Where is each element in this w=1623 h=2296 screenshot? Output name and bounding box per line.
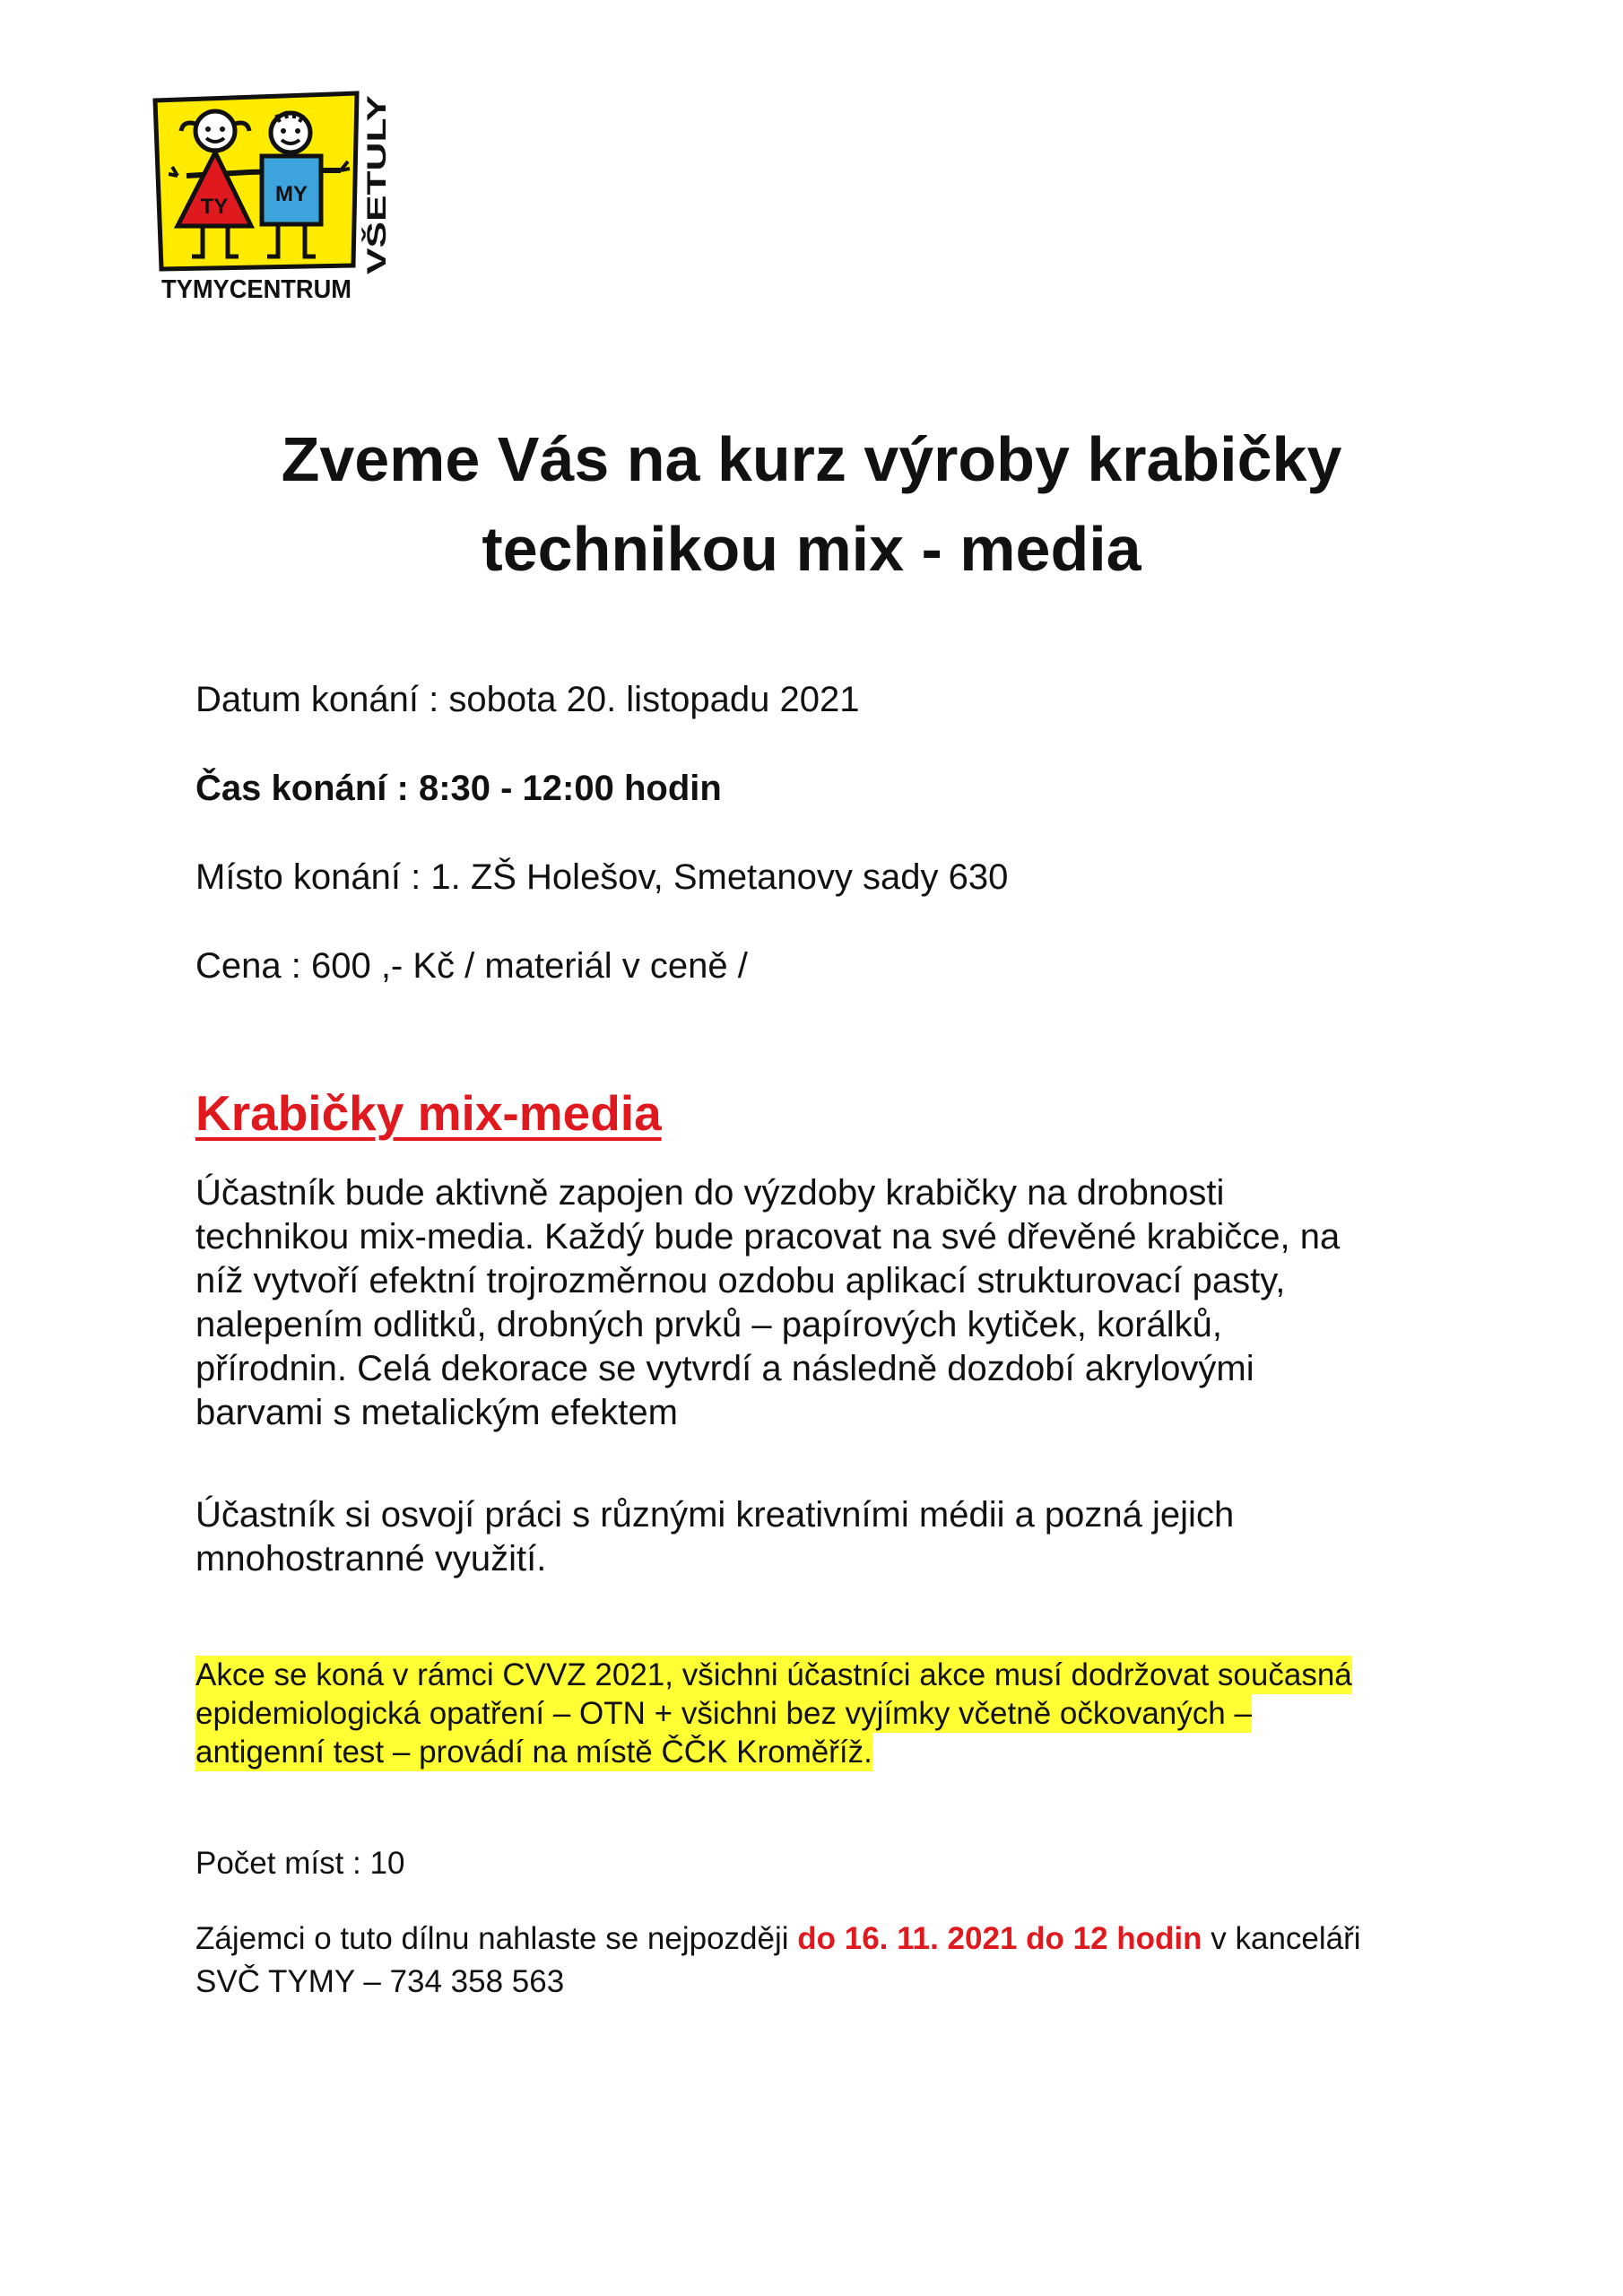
capacity: Počet míst : 10 [195,1846,405,1881]
logo-side-text: VŠETULY [362,152,392,274]
tymycentrum-logo [151,90,393,314]
logo-graphic [151,90,393,314]
logo-girl-head [195,111,235,151]
registration-suffix: v kanceláři [1202,1921,1361,1956]
title-line-2: technikou mix - media [482,514,1141,584]
registration-prefix: Zájemci o tuto dílnu nahlaste se nejpozději [195,1921,798,1956]
page-title [0,414,1623,594]
description-paragraph-1 [195,1171,1487,1435]
registration-deadline: do 16. 11. 2021 do 12 hodin [797,1921,1202,1956]
event-time: Čas konání : 8:30 - 12:00 hodin [195,769,722,808]
notice-line: epidemiologická opatření – OTN + všichni bez vyjímky včetně očkovaných – [195,1696,1252,1731]
paragraph-2-line: Účastník si osvojí práci s různými kreativními médii a pozná jejich [195,1495,1235,1535]
event-date: Datum konání : sobota 20. listopadu 2021 [195,680,860,719]
paragraph-2-line: mnohostranné využití. [195,1539,547,1578]
registration-contact: SVČ TYMY – 734 358 563 [195,1964,565,1999]
logo-yellow-background [155,93,357,269]
notice-line: antigenní test – provádí na místě ČČK Kroměříž. [195,1735,872,1770]
paragraph-1-line: Účastník bude aktivně zapojen do výzdoby krabičky na drobnosti [195,1173,1225,1213]
paragraph-1-line: barvami s metalickým efektem [195,1393,678,1432]
paragraph-1-line: nalepením odlitků, drobných prvků – papírových kytiček, korálků, [195,1305,1223,1344]
covid-notice [195,1656,1352,1771]
section-heading: Krabičky mix-media [195,1085,662,1141]
logo-my-label: MY [275,182,308,206]
paragraph-1-line: níž vytvoří efektní trojrozměrnou ozdobu aplikací strukturovací pasty, [195,1261,1286,1300]
paragraph-1-line: přírodnin. Celá dekorace se vytvrdí a následně dozdobí akrylovými [195,1349,1254,1388]
logo-bottom-text: TYMYCENTRUM [161,275,352,304]
event-price: Cena : 600 ,- Kč / materiál v ceně / [195,946,748,986]
paragraph-1-line: technikou mix-media. Každý bude pracovat na své dřevěné krabičce, na [195,1217,1341,1257]
notice-line: Akce se koná v rámci CVVZ 2021, všichni účastníci akce musí dodržovat současná [195,1657,1352,1692]
event-place: Místo konání : 1. ZŠ Holešov, Smetanovy sady 630 [195,857,1009,897]
logo-ty-label: TY [200,195,229,219]
description-paragraph-2 [195,1493,1487,1581]
title-line-1: Zveme Vás na kurz výroby krabičky [281,424,1342,494]
registration-line-1 [195,1918,1361,1961]
